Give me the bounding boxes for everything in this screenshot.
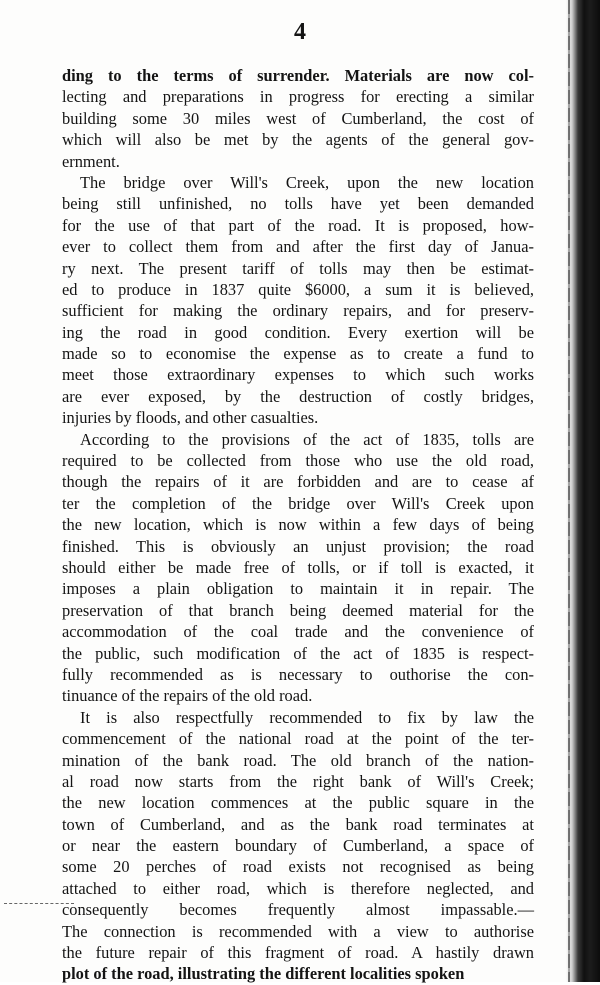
text-line: fully recommended as is necessary to outhorise the con-	[62, 664, 534, 684]
text-line: ing the road in good condition. Every exertion will be	[62, 322, 534, 342]
text-line: the future repair of this fragment of road. A hastily drawn	[62, 943, 534, 963]
text-line: the public, such modification of the act of 1835 is respect-	[62, 643, 534, 663]
text-line: injuries by floods, and other casualties.	[62, 408, 319, 428]
text-line: lecting and preparations in progress for erecting a similar	[62, 87, 534, 107]
text-line: plot of the road, illustrating the different localities spoken	[62, 964, 465, 984]
text-line: for the use of that part of the road. It is proposed, how-	[62, 215, 534, 235]
text-line: According to the provisions of the act of 1835, tolls are	[80, 429, 534, 449]
text-line: ed to produce in 1837 quite $6000, a sum it is believed,	[62, 279, 534, 299]
text-line: ry next. The present tariff of tolls may then be estimat-	[62, 258, 534, 278]
page-edge-shadow	[566, 0, 600, 982]
text-line: the new location, which is now within a few days of being	[62, 515, 534, 535]
text-line: being still unfinished, no tolls have yet been demanded	[62, 194, 534, 214]
text-line: made so to economise the expense as to create a fund to	[62, 344, 534, 364]
text-line: preservation of that branch being deemed material for the	[62, 600, 534, 620]
text-line: mination of the bank road. The old branch of the nation-	[62, 750, 534, 770]
text-line: town of Cumberland, and as the bank road terminates at	[62, 814, 534, 834]
text-line: sufficient for making the ordinary repairs, and for preserv-	[62, 301, 534, 321]
text-line: ever to collect them from and after the first day of Janua-	[62, 237, 534, 257]
text-line: are ever exposed, by the destruction of costly bridges,	[62, 386, 534, 406]
text-line: consequently becomes frequently almost impassable.—	[62, 900, 534, 920]
text-line: The bridge over Will's Creek, upon the new location	[80, 172, 534, 192]
text-line: tinuance of the repairs of the old road.	[62, 686, 313, 706]
text-line: attached to either road, which is therefore neglected, and	[62, 878, 534, 898]
text-line: meet those extraordinary expenses to which such works	[62, 365, 534, 385]
text-line: imposes a plain obligation to maintain it in repair. The	[62, 579, 534, 599]
paragraph-1	[62, 65, 534, 172]
text-line: al road now starts from the right bank of Will's Creek;	[62, 771, 534, 791]
text-line: building some 30 miles west of Cumberland, the cost of	[62, 108, 534, 128]
paragraph-3	[62, 429, 534, 707]
text-line: should either be made free of tolls, or if toll is exacted, it	[62, 557, 534, 577]
margin-dash-mark	[4, 903, 74, 904]
paragraph-4	[62, 707, 534, 985]
text-line: required to be collected from those who use the old road,	[62, 451, 534, 471]
text-line: the new location commences at the public square in the	[62, 793, 534, 813]
text-line: which will also be met by the agents of the general gov-	[62, 130, 534, 150]
body-text	[62, 65, 534, 985]
page-number: 4	[294, 19, 306, 45]
text-line: some 20 perches of road exists not recognised as being	[62, 857, 534, 877]
binding-edge	[568, 0, 570, 982]
text-line: or near the eastern boundary of Cumberland, a space of	[62, 836, 534, 856]
paragraph-2	[62, 172, 534, 429]
text-line: finished. This is obviously an unjust provision; the road	[62, 536, 534, 556]
text-line: It is also respectfully recommended to fix by law the	[80, 707, 534, 727]
text-line: accommodation of the coal trade and the convenience of	[62, 622, 534, 642]
text-line: ter the completion of the bridge over Will's Creek upon	[62, 493, 534, 513]
text-line: commencement of the national road at the point of the ter-	[62, 729, 534, 749]
text-line: ding to the terms of surrender. Materials are now col-	[62, 66, 534, 85]
text-line: though the repairs of it are forbidden and are to cease af	[62, 472, 534, 492]
text-line: The connection is recommended with a view to authorise	[62, 921, 534, 941]
text-line: ernment.	[62, 151, 120, 171]
